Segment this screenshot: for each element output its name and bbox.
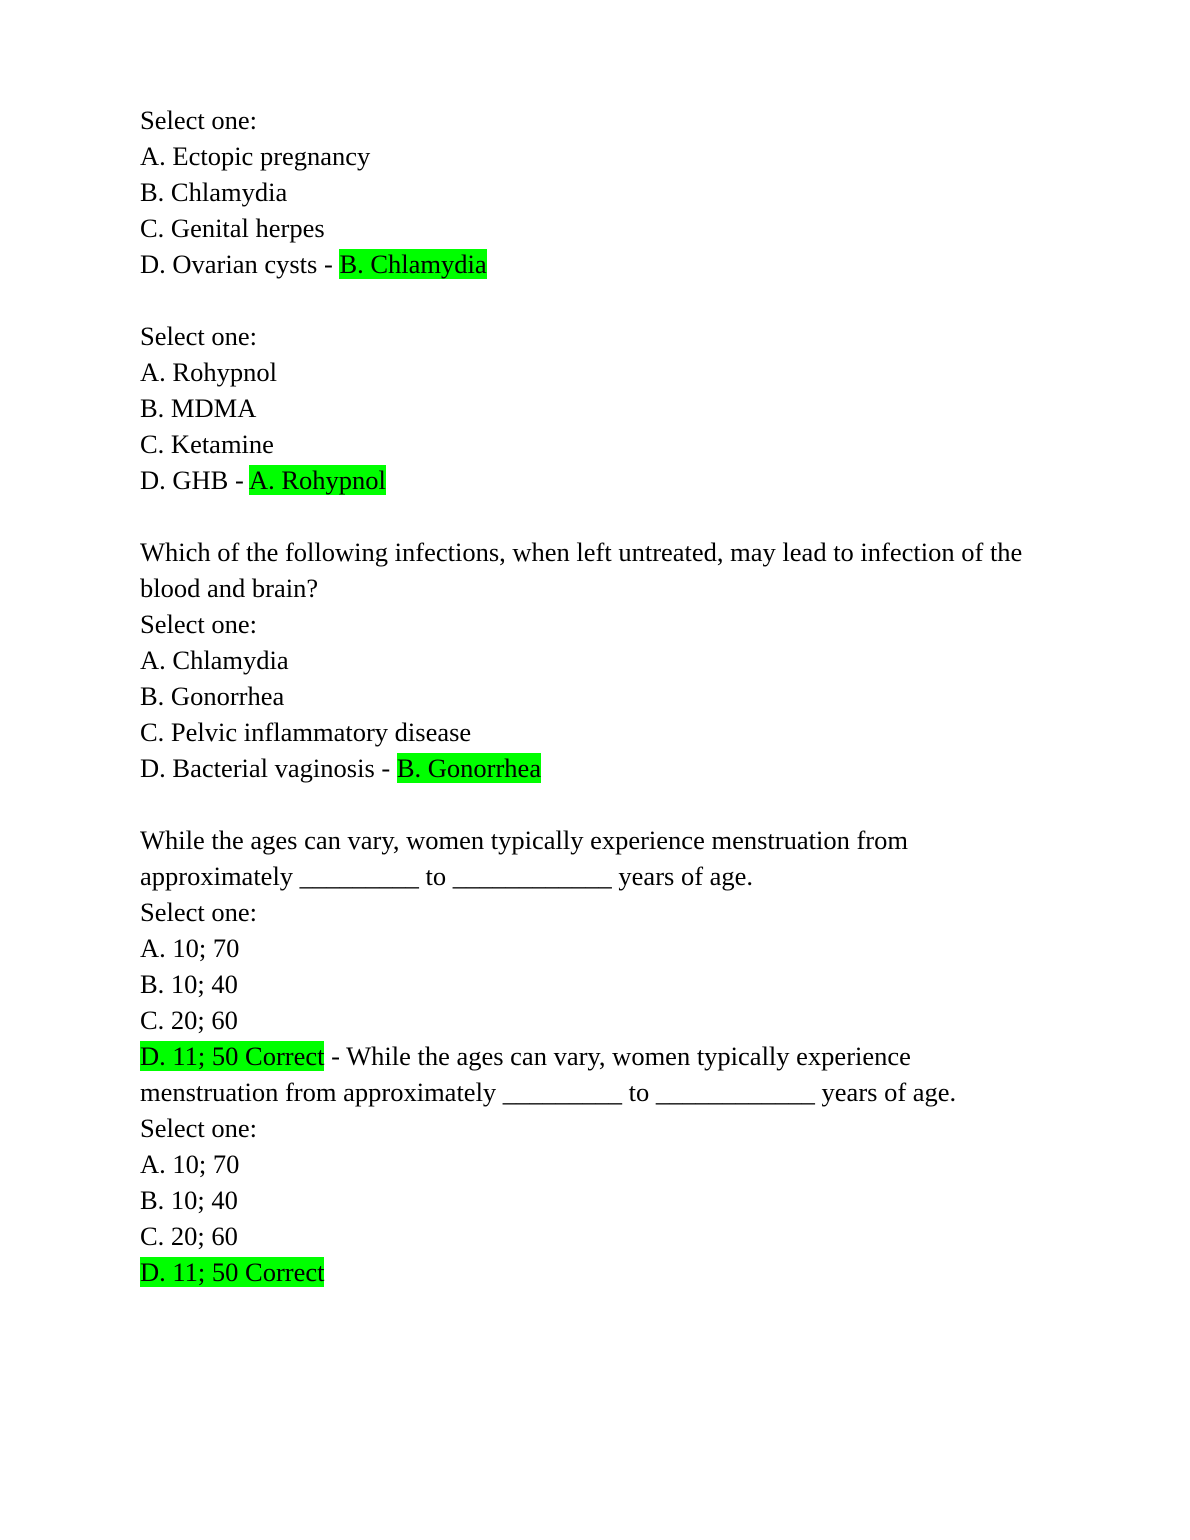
option-d: D. Bacterial vaginosis - (140, 753, 397, 783)
highlighted-answer: A. Rohypnol (248, 465, 386, 495)
option-d: D. Ovarian cysts - (140, 249, 340, 279)
option-b: B. MDMA (140, 393, 257, 423)
option-a: A. Ectopic pregnancy (140, 141, 371, 171)
document-page (140, 102, 1060, 1290)
select-prompt: Select one: (140, 1113, 257, 1143)
option-c: C. Genital herpes (140, 213, 325, 243)
select-prompt: Select one: (140, 321, 257, 351)
option-c: C. 20; 60 (140, 1221, 238, 1251)
spacer (140, 498, 1060, 534)
option-c: C. 20; 60 (140, 1005, 238, 1035)
option-d-line (140, 750, 1060, 786)
option-b: B. 10; 40 (140, 1185, 238, 1215)
option-d: D. GHB - (140, 465, 249, 495)
select-prompt: Select one: (140, 105, 257, 135)
spacer (140, 786, 1060, 822)
option-d-line (140, 1038, 1060, 1074)
question-1 (140, 102, 1060, 282)
option-d-line (140, 1254, 1060, 1290)
option-b: B. 10; 40 (140, 969, 238, 999)
option-b: B. Gonorrhea (140, 681, 285, 711)
option-d-line (140, 462, 1060, 498)
option-a: A. Rohypnol (140, 357, 277, 387)
option-a: A. 10; 70 (140, 1149, 240, 1179)
option-c: C. Pelvic inflammatory disease (140, 717, 472, 747)
question-3 (140, 534, 1060, 786)
highlighted-answer: D. 11; 50 Correct (140, 1257, 325, 1287)
highlighted-answer: B. Chlamydia (339, 249, 487, 279)
question-text: approximately _________ to ____________ years of age. (140, 861, 754, 891)
select-prompt: Select one: (140, 609, 257, 639)
question-4 (140, 822, 1060, 1290)
question-text: While the ages can vary, women typically experience menstruation from (140, 825, 908, 855)
question-text: Which of the following infections, when left untreated, may lead to infection of the (140, 537, 1023, 567)
option-a: A. Chlamydia (140, 645, 289, 675)
explanation-text: menstruation from approximately _________ to ____________ years of age. (140, 1077, 957, 1107)
highlighted-answer: D. 11; 50 Correct (140, 1041, 325, 1071)
highlighted-answer: B. Gonorrhea (396, 753, 542, 783)
question-2 (140, 318, 1060, 498)
option-a: A. 10; 70 (140, 933, 240, 963)
question-text: blood and brain? (140, 573, 319, 603)
option-c: C. Ketamine (140, 429, 274, 459)
select-prompt: Select one: (140, 897, 257, 927)
option-b: B. Chlamydia (140, 177, 288, 207)
spacer (140, 282, 1060, 318)
option-d-line (140, 246, 1060, 282)
answer-explanation: - While the ages can vary, women typically experience (324, 1041, 911, 1071)
